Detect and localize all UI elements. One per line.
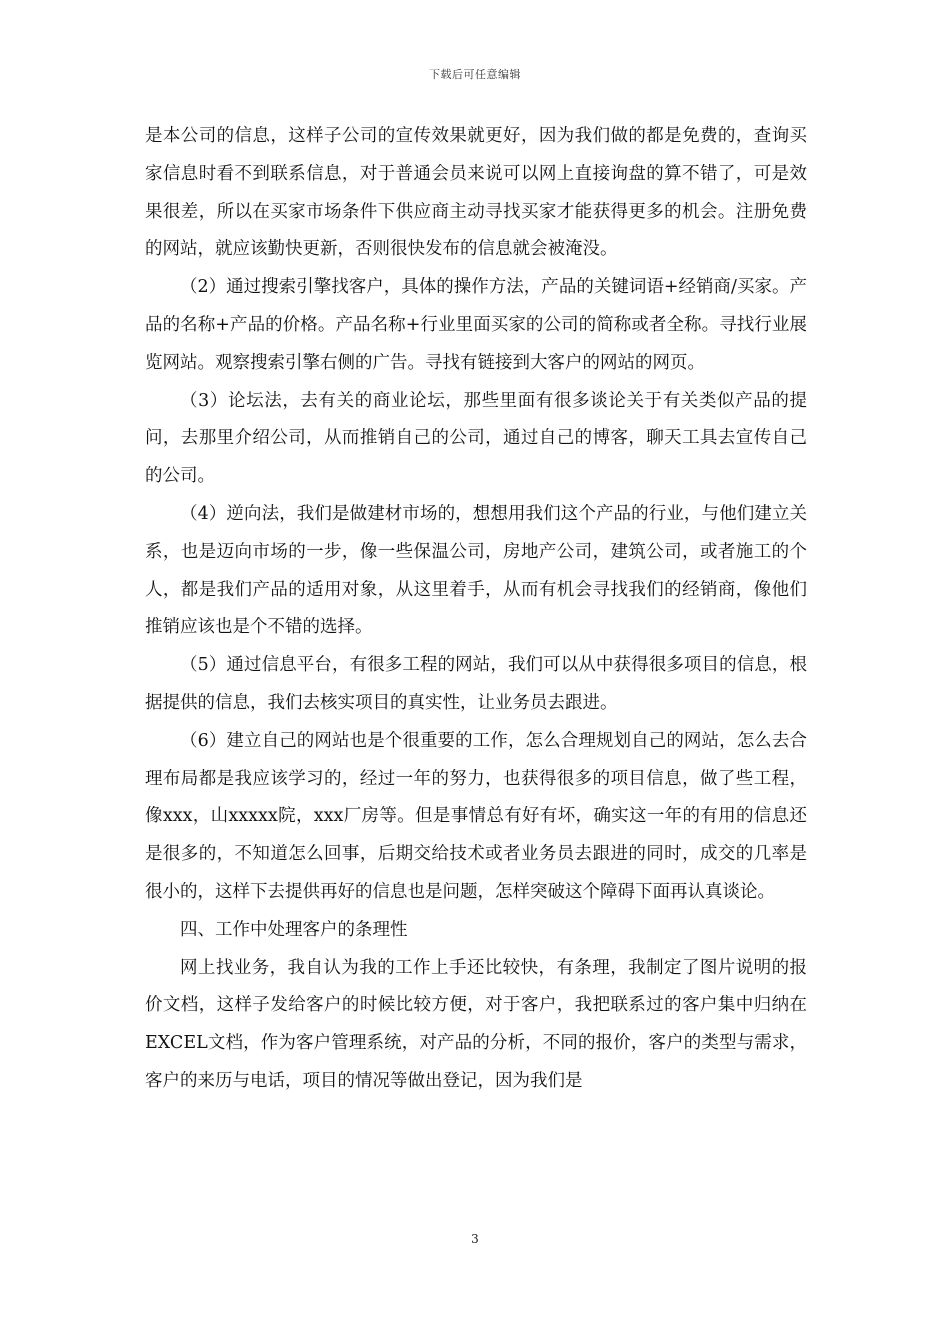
paragraph-forum: （3）论坛法，去有关的商业论坛，那些里面有很多谈论关于有关类似产品的提问，去那里介绍公司，从而推销自己的公司，通过自己的博客，聊天工具去宣传自己的公司。 bbox=[145, 390, 807, 487]
paragraph-own-website: （6）建立自己的网站也是个很重要的工作，怎么合理规划自己的网站，怎么去合理布局都是我应该学习的，经过一年的努力，也获得很多的项目信息，做了些工程，像xxx，山xxxxx院，xxx厂房等。但是事情总有好有坏，确实这一年的有用的信息还是很多的，不知道怎么回事，后期交给技术或者业务员去跟进的同时，成交的几率是很小的，这样下去提供再好的信息也是问题，怎样突破这个障碍下面再认真谈论。 bbox=[145, 730, 807, 902]
paragraph-continuation: 是本公司的信息，这样子公司的宣传效果就更好，因为我们做的都是免费的，查询买家信息时看不到联系信息，对于普通会员来说可以网上直接询盘的算不错了，可是效果很差，所以在买家市场条件下供应商主动寻找买家才能获得更多的机会。注册免费的网站，就应该勤快更新，否则很快发布的信息就会被淹没。 bbox=[145, 126, 807, 260]
paragraph-client-organization: 网上找业务，我自认为我的工作上手还比较快，有条理，我制定了图片说明的报价文档，这样子发给客户的时候比较方便，对于客户，我把联系过的客户集中归纳在EXCEL文档，作为客户管理系统，对产品的分析，不同的报价，客户的类型与需求，客户的来历与电话，项目的情况等做出登记，因为我们是 bbox=[145, 957, 807, 1091]
paragraph-search-engine: （2）通过搜索引擎找客户，具体的操作方法，产品的关键词语+经销商/买家。产品的名称+产品的价格。产品名称+行业里面买家的公司的简称或者全称。寻找行业展览网站。观察搜索引擎右侧的广告。寻找有链接到大客户的网站的网页。 bbox=[145, 277, 807, 373]
page-header: 下载后可任意编辑 bbox=[429, 68, 521, 81]
paragraph-reverse: （4）逆向法，我们是做建材市场的，想想用我们这个产品的行业，与他们建立关系，也是迈向市场的一步，像一些保温公司，房地产公司，建筑公司，或者施工的个人，都是我们产品的适用对象，从这里着手，从而有机会寻找我们的经销商，像他们推销应该也是个不错的选择。 bbox=[145, 503, 807, 638]
paragraph-info-platform: （5）通过信息平台，有很多工程的网站，我们可以从中获得很多项目的信息，根据提供的信息，我们去核实项目的真实性，让业务员去跟进。 bbox=[145, 655, 807, 713]
page-number: 3 bbox=[471, 1232, 479, 1246]
section-heading: 四、工作中处理客户的条理性 bbox=[180, 919, 408, 940]
document-body bbox=[145, 118, 807, 1101]
